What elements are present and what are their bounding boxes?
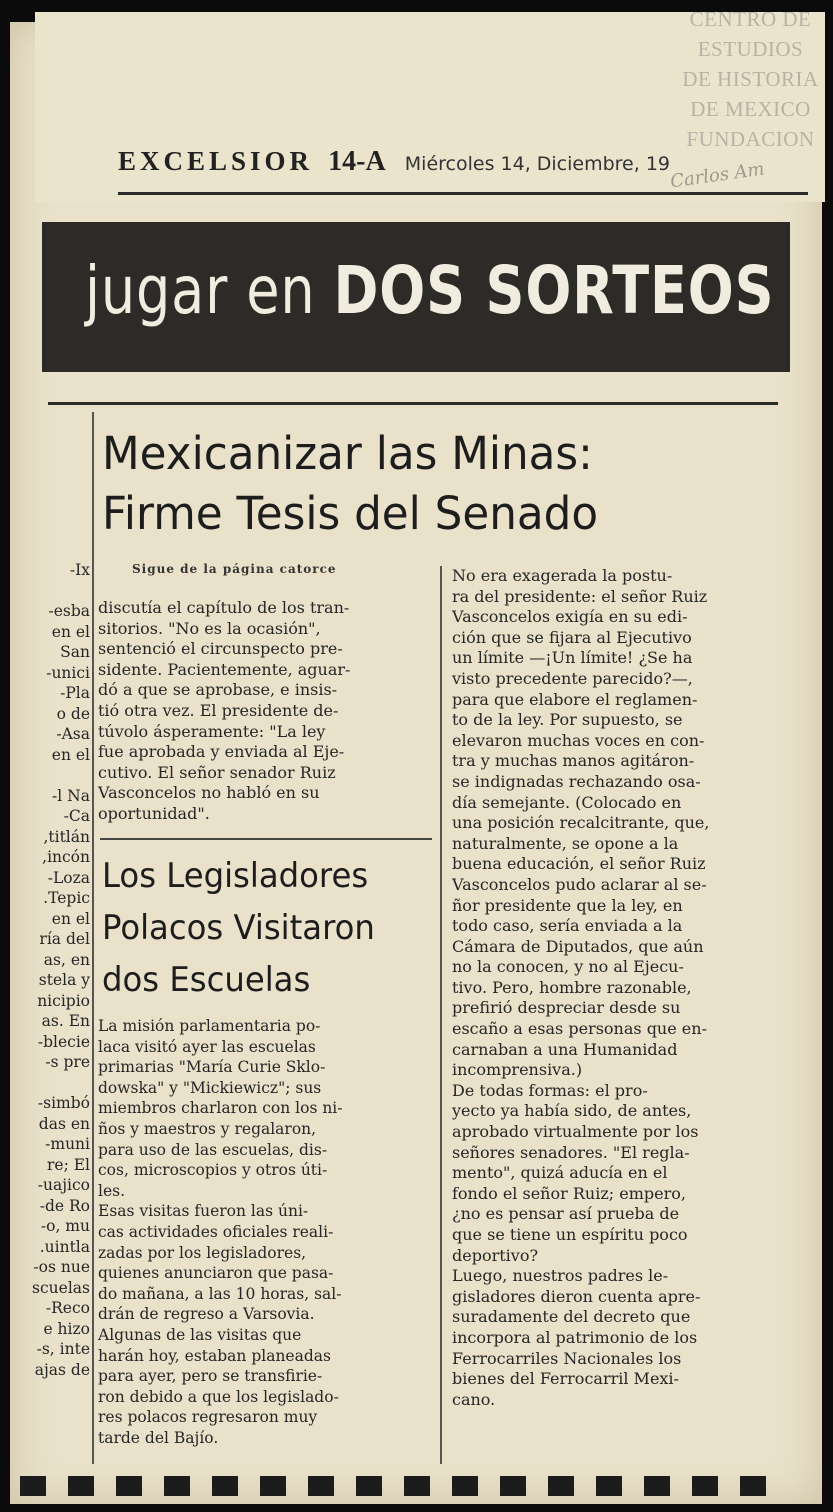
left-column-fragments [14,560,90,1380]
text-line: miembros charlaron con los ni- [98,1099,343,1118]
text-line: sidente. Pacientemente, aguar- [98,659,351,679]
text-line: tra y muchas manos agitáron- [452,751,695,771]
archive-watermark: CENTRO DE ESTUDIOS DE HISTORIA DE MEXICO FUNDACION [682,7,819,151]
text-line: mento", quizá aducía en el [452,1163,668,1183]
text-line: tarde del Bajío. [98,1428,219,1447]
text-line: scuelas [32,1278,90,1297]
text-line: dowska" y "Mickiewicz"; sus [98,1078,322,1097]
text-line: túvolo ásperamente: "La ley [98,721,326,741]
text-line: San [60,643,90,661]
text-line: se indignadas rechazando osa- [452,771,701,791]
text-line: gisladores dieron cuenta apre- [452,1286,701,1306]
banner-headline: jugar en DOS SORTEOS [85,252,775,329]
text-line: de Ro- [39,1196,90,1215]
text-line: buena educación, el señor Ruiz [452,854,706,874]
text-line: muni- [45,1135,90,1153]
text-line: fondo el señor Ruiz; empero, [452,1183,686,1203]
text-line: incón, [42,848,90,866]
text-line: suradamente del decreto que [452,1307,691,1327]
text-line: en el [51,909,90,928]
text-line: ción que se fijara al Ejecutivo [452,627,692,647]
text-line: unici- [46,663,90,682]
handwritten-note: Carlos Am [668,158,766,193]
text-line: Pla- [60,684,90,702]
text-line: ¿no es pensar así prueba de [452,1204,680,1224]
text-line: elevaron muchas voces en con- [452,730,705,750]
text-line: s, inte- [36,1340,90,1358]
text-line: ra del presidente: el señor Ruiz [452,586,708,606]
text-line: naturalmente, se opone a la [452,833,679,853]
text-line: cos, microscopios y otros úti- [98,1161,328,1180]
text-line [14,765,90,786]
subarticle-body [98,1016,434,1448]
text-line: tió otra vez. El presidente de- [98,700,339,720]
text-line: nicipio [37,991,90,1010]
text-line: Loza- [47,868,90,887]
text-line: Esas visitas fueron las úni- [98,1202,309,1221]
text-line: ajas de [34,1360,90,1379]
column-divider-left [92,412,94,1464]
text-line: prefirió despreciar desde su [452,998,681,1018]
text-line: ría del [39,930,90,948]
text-line: en el [51,745,90,764]
page-number: 14-A [328,146,386,177]
article-body-continuation [98,598,434,825]
text-line: carnaban a una Humanidad [452,1039,678,1059]
text-line: día semejante. (Colocado en [452,792,682,812]
text-line: Ca- [63,807,90,825]
text-line: escaño a esas personas que en- [452,1019,707,1039]
text-line: uintla. [39,1237,90,1256]
text-line: para uso de las escuelas, dis- [98,1140,328,1159]
text-line: fue aprobada y enviada al Eje- [98,742,345,762]
text-line: dó a que se aprobase, e insis- [98,680,338,700]
text-line: un límite —¡Un límite! ¿Se ha [452,648,693,668]
text-line: visto precedente parecido?—, [452,668,693,688]
article-body-right [452,566,782,1410]
text-line: para ayer, pero se transfirie- [98,1367,323,1386]
text-line: Tepic. [43,889,90,907]
text-line: do mañana, a las 10 horas, sal- [98,1284,342,1303]
section-rule [48,402,778,405]
text-line: l Na- [52,786,90,805]
text-line: Vasconcelos exigía en su edi- [452,607,688,627]
text-line: No era exagerada la postu- [452,566,673,585]
text-line: para que elabore el reglamen- [452,689,698,709]
text-line: sentenció el circunspecto pre- [98,639,343,659]
text-line: o de [56,704,90,723]
text-line [14,1073,90,1094]
text-line: oportunidad". [98,803,210,823]
article-headline: Mexicanizar las Minas: Firme Tesis del Senado [102,427,599,540]
text-line: bienes del Ferrocarril Mexi- [452,1369,679,1389]
column-divider-right [440,566,442,1464]
text-line: esba- [48,602,90,620]
masthead [118,146,670,178]
text-line: les. [98,1181,126,1200]
text-line: ron debido a que los legislado- [98,1387,339,1406]
text-line [14,581,90,602]
text-line: uajico- [37,1176,90,1194]
text-line: quienes anunciaron que pasa- [98,1264,334,1283]
text-line: todo caso, sería enviada a la [452,916,683,936]
text-line: blecie- [37,1032,90,1051]
text-line: una posición recalcitrante, que, [452,813,710,833]
text-line: La misión parlamentaria po- [98,1017,321,1035]
text-line: Vasconcelos no habló en su [98,783,320,803]
subarticle-rule [100,838,432,840]
text-line: laca visitó ayer las escuelas [98,1037,316,1056]
text-line: discutía el capítulo de los tran- [98,598,350,617]
text-line: s pre- [45,1053,90,1071]
text-line: re; El [46,1155,90,1174]
text-line: stela y [38,971,90,989]
issue-date: Miércoles 14, Diciembre, 19 [404,153,671,175]
text-line: to de la ley. Por supuesto, se [452,710,683,730]
text-line: Luego, nuestros padres le- [452,1266,669,1286]
text-line: De todas formas: el pro- [452,1080,648,1100]
text-line: das en [38,1114,90,1133]
text-line: incomprensiva.) [452,1060,583,1080]
newspaper-name: EXCELSIOR [118,146,314,176]
text-line: Asa- [56,725,90,743]
text-line: aprobado virtualmente por los [452,1122,699,1142]
text-line: incorpora al patrimonio de los [452,1327,698,1347]
text-line: ños y maestros y regalaron, [98,1119,317,1138]
text-line: simbó- [37,1094,90,1112]
text-line: que se tiene un espíritu poco [452,1225,688,1244]
text-line: no la conocen, y no al Ejecu- [452,957,684,977]
masthead-rule [118,192,808,195]
text-line: e hizo [43,1319,90,1338]
text-line: señores senadores. "El regla- [452,1142,690,1162]
text-line: Reco- [45,1299,90,1317]
text-line: res polacos regresaron muy [98,1408,318,1427]
text-line: Algunas de las visitas que [98,1325,302,1344]
text-line: as, en [43,950,90,969]
text-line: as. En [41,1012,90,1030]
text-line: drán de regreso a Varsovia. [98,1305,315,1324]
text-line: titlán, [43,827,90,846]
text-line: Ferrocarriles Nacionales los [452,1348,682,1368]
text-line: deportivo? [452,1245,539,1265]
text-line: ñor presidente que la ley, en [452,895,683,915]
text-line: Ix- [69,561,90,579]
text-line: Vasconcelos pudo aclarar al se- [452,874,707,894]
text-line: en el [51,622,90,641]
continuation-note: Sigue de la página catorce [132,562,337,576]
text-line: cutivo. El señor senador Ruiz [98,762,336,782]
text-line: harán hoy, estaban planeadas [98,1346,331,1365]
text-line: yecto ya había sido, de antes, [452,1101,692,1121]
subarticle-headline: Los Legisladores Polacos Visitaron dos Escuelas [102,856,375,1000]
text-line: tivo. Pero, hombre razonable, [452,977,692,997]
text-line: Cámara de Diputados, que aún [452,936,704,956]
bottom-border-strip [20,1470,810,1502]
text-line: zadas por los legisladores, [98,1243,307,1262]
text-line: o, mu- [40,1217,90,1235]
text-line: primarias "María Curie Sklo- [98,1058,326,1077]
text-line: os nue- [33,1258,90,1276]
text-line: sitorios. "No es la ocasión", [98,618,321,638]
text-line: cano. [452,1389,496,1409]
text-line: cas actividades oficiales reali- [98,1222,334,1241]
